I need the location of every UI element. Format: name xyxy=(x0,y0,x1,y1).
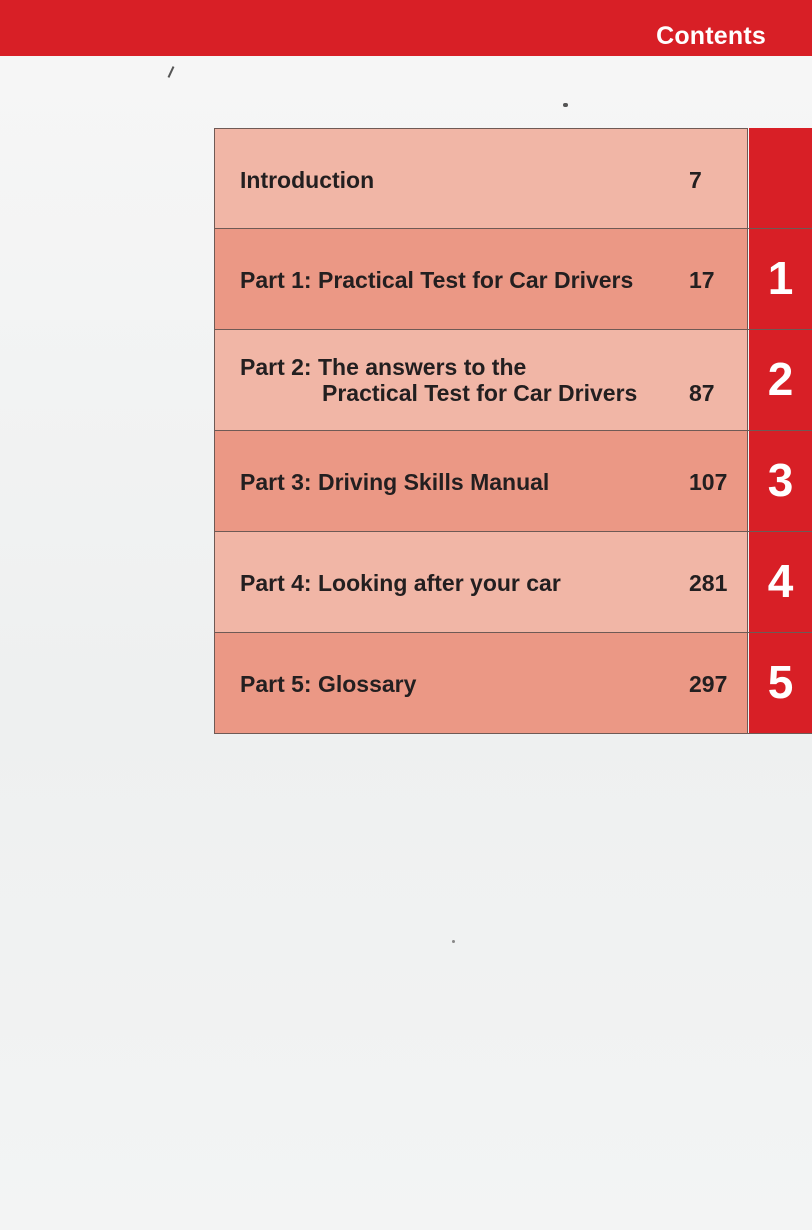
entry-label: Part 5: Glossary xyxy=(240,671,417,697)
entry-label: Introduction xyxy=(240,167,375,193)
toc-entry-part-2[interactable] xyxy=(214,330,812,431)
part-tab-2[interactable] xyxy=(749,330,812,430)
toc-entry-part-5[interactable] xyxy=(214,633,812,734)
part-tab-number: 3 xyxy=(767,454,794,506)
entry-label-line-2: Practical Test for Car Drivers xyxy=(322,380,638,406)
entry-page-number: 297 xyxy=(689,671,728,697)
entry-label-line-1: Part 2: The answers to the xyxy=(240,354,527,380)
entry-page-number: 17 xyxy=(689,267,715,293)
part-tab-number: 4 xyxy=(767,555,794,607)
part-tab-number: 5 xyxy=(767,656,794,708)
part-tab-number: 1 xyxy=(767,252,794,304)
entry-label xyxy=(240,354,637,406)
toc-entry-introduction[interactable] xyxy=(214,128,812,229)
entry-label: Part 3: Driving Skills Manual xyxy=(240,469,550,495)
header-bar xyxy=(0,0,812,56)
part-tab-4[interactable] xyxy=(749,532,812,632)
part-tab xyxy=(749,128,812,228)
toc-cell xyxy=(214,330,748,430)
entry-page-number: 281 xyxy=(689,570,728,596)
toc-cell xyxy=(214,229,748,329)
part-tab-number: 2 xyxy=(767,353,794,405)
toc-cell xyxy=(214,431,748,531)
toc-entry-part-4[interactable] xyxy=(214,532,812,633)
entry-page-number: 87 xyxy=(689,380,715,406)
entry-page-number: 7 xyxy=(689,167,702,193)
toc-cell xyxy=(214,128,748,228)
paper-mark xyxy=(452,940,455,943)
entry-page-number: 107 xyxy=(689,469,728,495)
toc-cell xyxy=(214,532,748,632)
toc-cell xyxy=(214,633,748,733)
table-of-contents xyxy=(214,128,812,734)
entry-label: Part 1: Practical Test for Car Drivers xyxy=(240,267,634,293)
toc-entry-part-3[interactable] xyxy=(214,431,812,532)
page-title: Contents xyxy=(656,22,766,50)
paper-mark xyxy=(563,103,568,107)
part-tab-1[interactable] xyxy=(749,229,812,329)
toc-entry-part-1[interactable] xyxy=(214,229,812,330)
part-tab-5[interactable] xyxy=(749,633,812,733)
entry-label: Part 4: Looking after your car xyxy=(240,570,561,596)
part-tab-3[interactable] xyxy=(749,431,812,531)
